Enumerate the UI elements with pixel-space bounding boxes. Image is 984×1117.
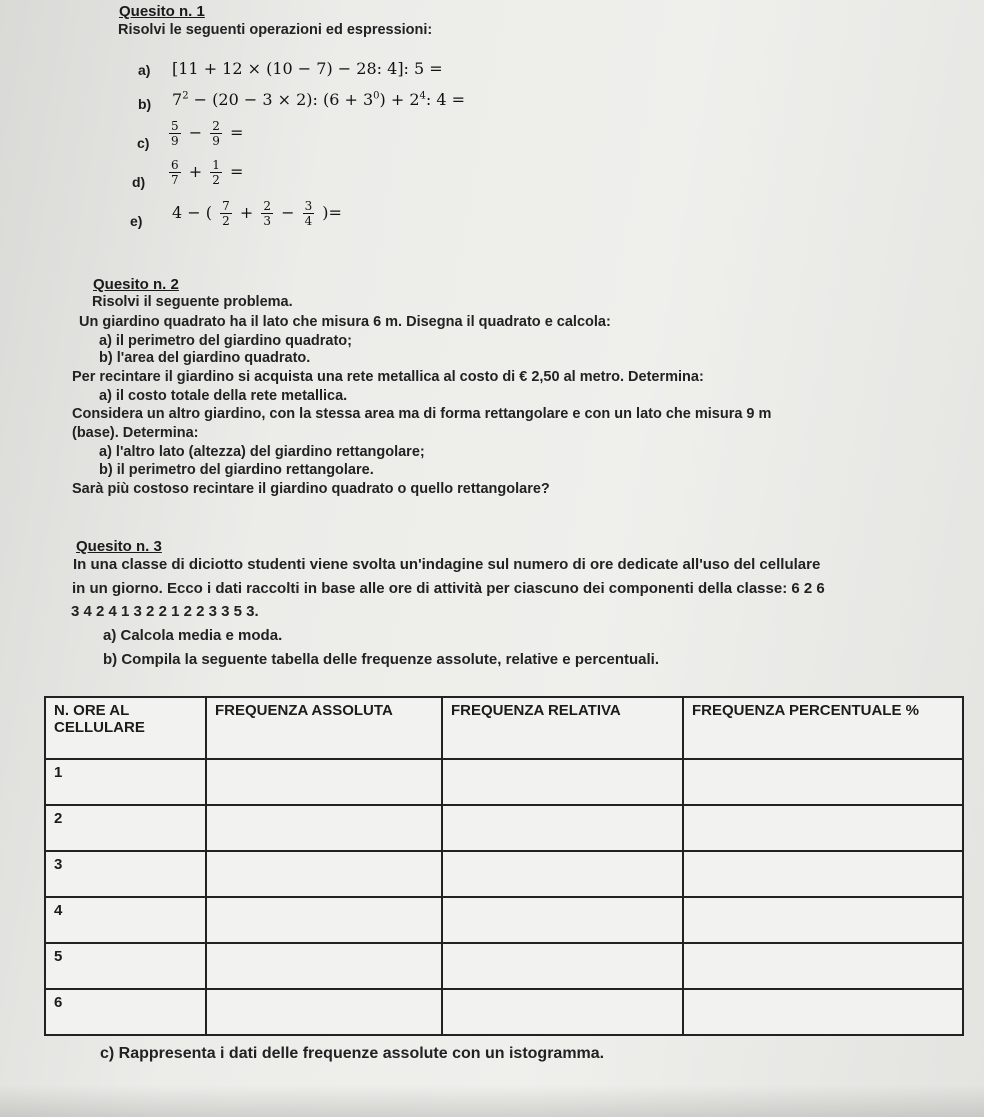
hours-cell: 6 xyxy=(45,989,206,1035)
empty-cell[interactable] xyxy=(442,805,683,851)
empty-cell[interactable] xyxy=(206,759,442,805)
table-row xyxy=(45,897,963,943)
q1-title: Quesito n. 1 xyxy=(119,3,205,20)
empty-cell[interactable] xyxy=(683,805,963,851)
q1-c-label: c) xyxy=(137,135,150,151)
empty-cell[interactable] xyxy=(442,943,683,989)
q1-a-expression: [11 + 12 × (10 − 7) − 28: 4]: 5 = xyxy=(172,59,443,78)
empty-cell[interactable] xyxy=(442,989,683,1035)
q1-b-expression: $7^2 - (20 - 3 \times 2)$: $(6 + 3^0) + 2^4$: 4 = xyxy=(172,90,466,109)
q2-line: a) l'altro lato (altezza) del giardino rettangolare; xyxy=(99,444,425,460)
q1-b-label: b) xyxy=(138,96,152,112)
q2-line: Per recintare il giardino si acquista una rete metallica al costo di € 2,50 al metro. Determina: xyxy=(72,369,704,385)
bottom-shadow xyxy=(0,1085,984,1117)
table-row xyxy=(45,759,963,805)
q1-d-label: d) xyxy=(132,174,146,190)
hours-cell: 3 xyxy=(45,851,206,897)
q2-line: (base). Determina: xyxy=(72,425,199,441)
header-cell: FREQUENZA ASSOLUTA xyxy=(206,697,442,759)
empty-cell[interactable] xyxy=(206,851,442,897)
q1-e-label: e) xyxy=(130,213,143,229)
table-row xyxy=(45,851,963,897)
hours-cell: 4 xyxy=(45,897,206,943)
empty-cell[interactable] xyxy=(206,805,442,851)
table-row xyxy=(45,805,963,851)
table-row xyxy=(45,989,963,1035)
frequency-table xyxy=(44,696,964,1036)
table-row xyxy=(45,943,963,989)
q2-line: b) l'area del giardino quadrato. xyxy=(99,350,311,366)
table-header-row xyxy=(45,697,963,759)
q1-instruction: Risolvi le seguenti operazioni ed espressioni: xyxy=(118,22,433,38)
q3-line: In una classe di diciotto studenti viene svolta un'indagine sul numero di ore dedicate all'uso del cellulare xyxy=(73,556,821,573)
q2-line: Risolvi il seguente problema. xyxy=(92,294,293,310)
empty-cell[interactable] xyxy=(442,851,683,897)
q1-d-expression: $\frac{6}{7}$ + $\frac{1}{2}$ = xyxy=(171,158,244,187)
q2-line: Un giardino quadrato ha il lato che misura 6 m. Disegna il quadrato e calcola: xyxy=(79,314,611,330)
hours-cell: 5 xyxy=(45,943,206,989)
empty-cell[interactable] xyxy=(206,989,442,1035)
empty-cell[interactable] xyxy=(683,897,963,943)
q3-line: in un giorno. Ecco i dati raccolti in base alle ore di attività per ciascuno dei componenti della classe: 6 2 6 xyxy=(72,580,825,597)
q3-line: 3 4 2 4 1 3 2 2 1 2 2 3 3 5 3. xyxy=(71,603,259,620)
q1-a-label: a) xyxy=(138,62,151,78)
empty-cell[interactable] xyxy=(442,759,683,805)
empty-cell[interactable] xyxy=(683,759,963,805)
empty-cell[interactable] xyxy=(683,943,963,989)
q2-line: Considera un altro giardino, con la stessa area ma di forma rettangolare e con un lato che misura 9 m xyxy=(72,406,772,422)
q3-title: Quesito n. 3 xyxy=(76,538,162,555)
hours-cell: 1 xyxy=(45,759,206,805)
empty-cell[interactable] xyxy=(206,943,442,989)
empty-cell[interactable] xyxy=(206,897,442,943)
q2-line: a) il perimetro del giardino quadrato; xyxy=(99,333,352,349)
q1-c-expression: $\frac{5}{9}$ − $\frac{2}{9}$ = xyxy=(171,119,244,148)
header-cell: FREQUENZA PERCENTUALE % xyxy=(683,697,963,759)
q2-title: Quesito n. 2 xyxy=(93,276,179,293)
q2-line: Sarà più costoso recintare il giardino quadrato o quello rettangolare? xyxy=(72,481,550,497)
q1-e-expression: 4 − ( $\frac{7}{2}$ + $\frac{2}{3}$ − $\frac{3}{4}$ )= xyxy=(172,199,342,228)
empty-cell[interactable] xyxy=(683,851,963,897)
empty-cell[interactable] xyxy=(442,897,683,943)
hours-cell: 2 xyxy=(45,805,206,851)
header-cell: N. ORE AL CELLULARE xyxy=(45,697,206,759)
q2-line: b) il perimetro del giardino rettangolare. xyxy=(99,462,374,478)
q3-line: b) Compila la seguente tabella delle frequenze assolute, relative e percentuali. xyxy=(103,651,660,668)
empty-cell[interactable] xyxy=(683,989,963,1035)
q2-line: a) il costo totale della rete metallica. xyxy=(99,388,348,404)
q3-line: a) Calcola media e moda. xyxy=(103,627,283,644)
header-cell: FREQUENZA RELATIVA xyxy=(442,697,683,759)
q3-final-instruction: c) Rappresenta i dati delle frequenze assolute con un istogramma. xyxy=(100,1045,605,1062)
